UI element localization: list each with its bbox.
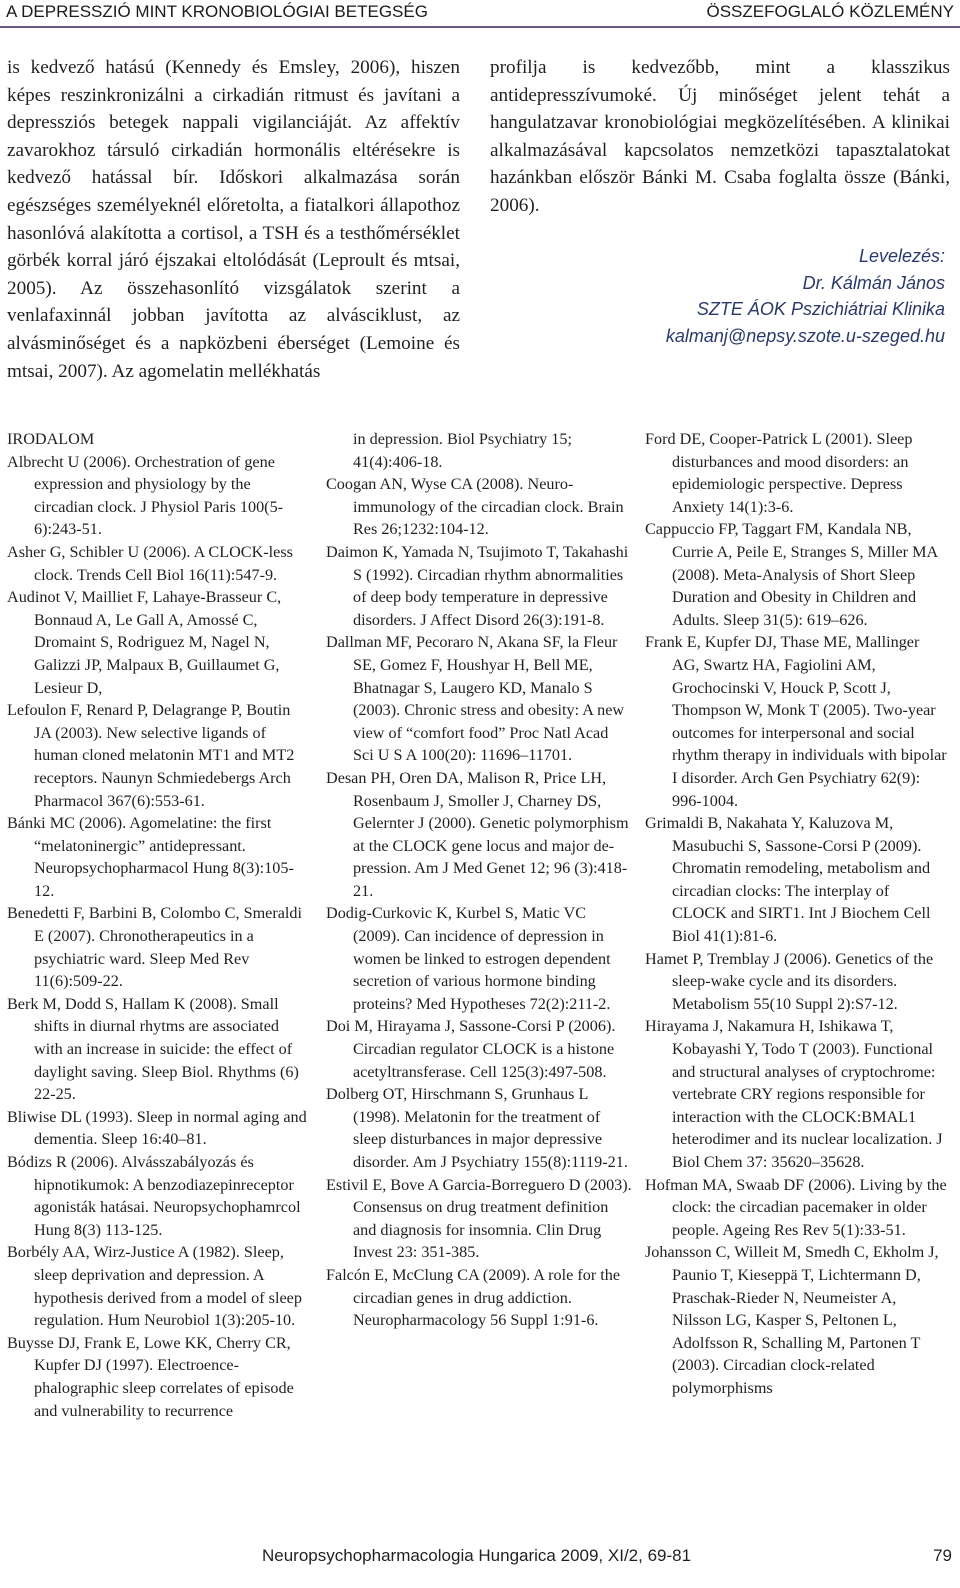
header-section-title: A DEPRESSZIÓ MINT KRONOBIOLÓGIAI BETEGSÉG [6,2,428,21]
references-column-2 [326,428,632,1332]
correspondence-affiliation: SZTE ÁOK Pszichiátriai Klinika [696,299,945,320]
reference-item: Daimon K, Yamada N, Tsujimoto T, Takahashi S (1992). Circadian rhythm abnormalities of deep body temperature in depressive disorders. J Affect Disord 26(3):191-8. [326,542,629,629]
references-column-1 [7,428,309,1422]
reference-item: Cappuccio FP, Taggart FM, Kandala NB, Currie A, Peile E, Stranges S, Miller MA (2008). Meta-Analysis of Short Sleep Duration and Obesity in Children and Adults. Sleep 31(5): 619–626. [645,520,938,629]
correspondence-email[interactable]: kalmanj@nepsy.szote.u-szeged.hu [665,325,945,346]
reference-item: Doi M, Hirayama J, Sassone-Corsi P (2006). Circadian regulator CLOCK is a histone acetyltransferase. Cell 125(3):497-508. [326,1017,616,1081]
correspondence-block [560,243,945,349]
reference-item: Albrecht U (2006). Orchestration of gene expression and physiology by the circadian clock. J Physiol Paris 100(5-6):243-51. [7,452,284,539]
reference-item: Ford DE, Cooper-Patrick L (2001). Sleep disturbances and mood disorders: an epidemiologic perspective. Depress Anxiety 14(1):3-6. [645,430,913,516]
references-column-3 [645,428,947,1400]
reference-item: Asher G, Schibler U (2006). A CLOCK-less clock. Trends Cell Biol 16(11):547-9. [7,542,293,584]
running-header [0,0,960,28]
reference-item: Bódizs R (2006). Alvásszabályozás és hipnotikumok: A benzodiazepinreceptor agonisták hatásai. Neuropsychophamrcol Hung 8(3) 113-125. [7,1153,301,1239]
reference-item: Estivil E, Bove A Garcia-Borreguero D (2003). Consensus on drug treatment definition and diagnosis for insomnia. Clin Drug Invest 23: 351-385. [326,1175,632,1262]
reference-item: Dolberg OT, Hirschmann S, Grunhaus L (1998). Melatonin for the treatment of sleep disturbances in major depressive disorder. Am J Psychiatry 155(8):1119-21. [326,1085,628,1171]
reference-item: Buysse DJ, Frank E, Lowe KK, Cherry CR, Kupfer DJ (1997). Electroencephalographic sleep correlates of episode and vulnerability to recurrence [7,1333,294,1420]
reference-item: Audinot V, Mailliet F, Lahaye-Brasseur C, Bonnaud A, Le Gall A, Amossé C, Dromaint S, Rodriguez M, Nagel N, Galizzi JP, Malpaux B, Guillaumet G, Lesieur D, [7,588,282,697]
reference-item: Frank E, Kupfer DJ, Thase ME, Mallinger AG, Swartz HA, Fagiolini AM, Grochocinski V, Houck P, Scott J, Thompson W, Monk T (2005). Two-year outcomes for interpersonal and social rhythm therapy in individuals with bipolar I disorder. Arch Gen Psychiatry 62(9): 996-1004. [645,633,947,810]
footer-journal-citation: Neuropsychopharmacologia Hungarica 2009, XI/2, 69-81 [262,1546,692,1565]
reference-item: Hamet P, Tremblay J (2006). Genetics of the sleep-wake cycle and its disorders. Metabolism 55(10 Suppl 2):S7-12. [645,949,934,1013]
reference-item: Hofman MA, Swaab DF (2006). Living by the clock: the circadian pacemaker in older people. Ageing Res Rev 5(1):33-51. [645,1175,947,1239]
references-heading: IRODALOM [7,430,95,448]
page-number: 79 [933,1546,952,1565]
reference-item: Grimaldi B, Nakahata Y, Kaluzova M, Masubuchi S, Sassone-Corsi P (2009). Chromatin remodeling, metabolism and circadian clocks: The interplay of CLOCK and SIRT1. Int J Biochem Cell Biol 41(1):81-6. [645,814,931,946]
reference-item: Dodig-Curkovic K, Kurbel S, Matic VC (2009). Can incidence of depression in women be linked to estrogen dependent secretion of various hormone binding proteins? Med Hypotheses 72(2):211-2. [326,904,611,1013]
body-paragraph: is kedvező hatású (Kennedy és Emsley, 2006), hiszen képes reszinkronizálni a cirkadián ritmust és javítani a depressziós betegek nappali vigilanciáját. Az affektív zavarokhoz társuló cirkadián hormonális eltérésekre is kedvező hatással bír. Időskori alkalmazása során egészséges személyeknél előretolta, a fiatalkori állapothoz hasonlóvá alakította a cortisol, a TSH és a testhőmérséklet görbék korral járó éjszakai eltolódását (Leproult és mtsai, 2005). Az összehasonlító vizsgálatok szerint a venlafaxinnál jobban javította az alvásciklust, az alvásminőséget és a napközbeni éberséget (Lemoine és mtsai, 2007). Az agomelatin mellékhatás [7,57,460,382]
reference-item: Bliwise DL (1993). Sleep in normal aging and dementia. Sleep 16:40–81. [7,1107,307,1149]
reference-item: Hirayama J, Nakamura H, Ishikawa T, Kobayashi Y, Todo T (2003). Functional and structural analyses of cryptochrome: vertebrate CRY regions responsible for interaction with the CLOCK:BMAL1 heterodimer and its nuclear localization. J Biol Chem 37: 35620–35628. [645,1017,943,1171]
body-paragraph: profilja is kedvezőbb, mint a klasszikus antidepresszívumoké. Új minőséget jelent tehát a hangulatzavar kronobiológiai megközelítésében. A klinikai alkalmazásával kapcsolatos nemzetközi tapasztalatokat hazánkban először Bánki M. Csaba foglalta össze (Bánki, 2006). [490,57,950,216]
reference-item: Falcón E, McClung CA (2009). A role for the circadian genes in drug addiction. Neuropharmacology 56 Suppl 1:91-6. [326,1265,621,1330]
reference-item: Dallman MF, Pecoraro N, Akana SF, la Fleur SE, Gomez F, Houshyar H, Bell ME, Bhatnagar S, Laugero KD, Manalo S (2003). Chronic stress and obesity: A new view of “comfort food” Proc Natl Acad Sci U S A 100(20): 11696–11701. [326,633,625,765]
correspondence-label: Levelezés: [858,246,945,266]
reference-item: Bánki MC (2006). Agomelatine: the first “melatoninergic” antidepressant. Neuropsychopharmacol Hung 8(3):105-12. [7,814,294,900]
body-column-left [7,54,460,385]
correspondence-name: Dr. Kálmán János [802,272,945,293]
reference-item: Berk M, Dodd S, Hallam K (2008). Small shifts in diurnal rhytms are associated with an increase in suicide: the effect of daylight saving. Sleep Biol. Rhythms (6) 22-25. [7,994,299,1104]
header-article-type: ÖSSZEFOGLALÓ KÖZLEMÉNY [706,2,954,21]
reference-item: Borbély AA, Wirz-Justice A (1982). Sleep, sleep deprivation and depression. A hypothesis derived from a model of sleep regulation. Hum Neurobiol 1(3):205-10. [7,1243,302,1330]
reference-item: Coogan AN, Wyse CA (2008). Neuroimmunology of the circadian clock. Brain Res 26;1232:104-12. [326,475,624,539]
reference-item: Johansson C, Willeit M, Smedh C, Ekholm J, Paunio T, Kieseppä T, Lichtermann D, Praschak-Rieder N, Neumeister A, Nilsson LG, Kasper S, Peltonen L, Adolfsson R, Schalling M, Partonen T (2003). Circadian clock-related polymorphisms [645,1243,939,1397]
reference-continuation: in depression. Biol Psychiatry 15; 41(4):406-18. [353,430,572,471]
reference-item: Lefoulon F, Renard P, Delagrange P, Boutin JA (2003). New selective ligands of human cloned melatonin MT1 and MT2 receptors. Naunyn Schmiedebergs Arch Pharmacol 367(6):553-61. [7,701,295,810]
reference-item: Desan PH, Oren DA, Malison R, Price LH, Rosenbaum J, Smoller J, Charney DS, Gelernter J (2000). Genetic polymorphism at the CLOCK gene locus and major depression. Am J Med Genet 12; 96 (3):418-21. [326,768,629,900]
reference-item: Benedetti F, Barbini B, Colombo C, Smeraldi E (2007). Chronotherapeutics in a psychiatric ward. Sleep Med Rev 11(6):509-22. [7,904,303,991]
body-column-right [490,54,950,220]
